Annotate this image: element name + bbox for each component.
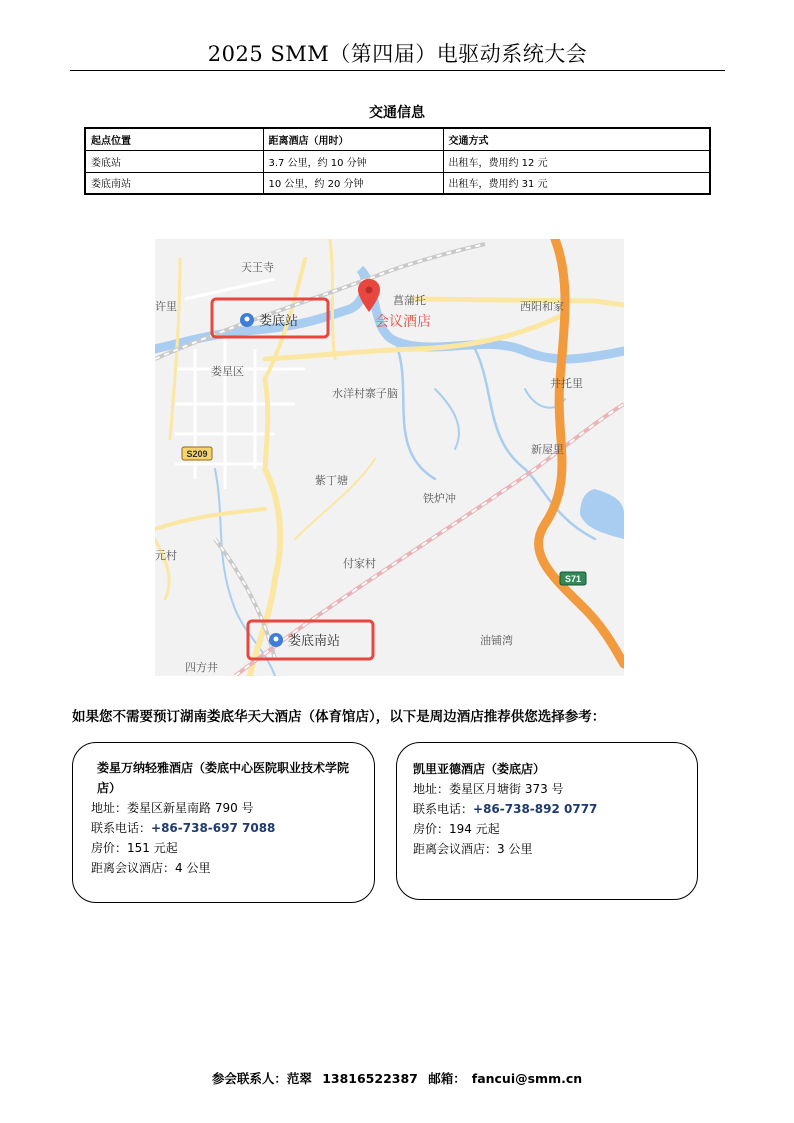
route-shield-s71 <box>560 572 586 585</box>
map-canvas <box>155 239 624 676</box>
station-label: 娄底南站 <box>288 633 341 648</box>
hotel-distance: 距离会议酒店：4 公里 <box>91 861 211 875</box>
place-label: 天王寺 <box>241 262 274 274</box>
column-header: 起点位置 <box>85 128 263 150</box>
place-label: 水洋村寨子脑 <box>332 388 398 400</box>
place-label: 紫丁塘 <box>315 475 348 487</box>
svg-text:S209: S209 <box>186 449 208 459</box>
traffic-table <box>84 127 711 195</box>
column-header: 交通方式 <box>443 128 710 150</box>
column-header: 距离酒店（用时） <box>263 128 443 150</box>
contact-phone[interactable]: 13816522387 <box>322 1071 418 1086</box>
contact-footer <box>0 1069 794 1087</box>
table-row <box>85 172 710 194</box>
hotel-name: 凯里亚德酒店（娄底店） <box>413 762 546 776</box>
location-map[interactable] <box>155 239 624 676</box>
contact-person: 参会联系人：范翠 <box>211 1071 312 1086</box>
hotel-price: 房价：194 元起 <box>413 822 500 836</box>
place-label: 西阳和家 <box>520 301 564 313</box>
hotel-phone-row <box>413 799 681 819</box>
place-label: 许里 <box>155 301 177 313</box>
place-label: 菖蒲托 <box>393 295 426 307</box>
table-cell: 娄底站 <box>85 150 263 172</box>
hotel-label: 会议酒店 <box>375 313 431 329</box>
traffic-section-title: 交通信息 <box>369 105 425 121</box>
table-cell: 3.7 公里，约 10 分钟 <box>263 150 443 172</box>
table-header-row <box>85 128 710 150</box>
place-label: 铁炉冲 <box>423 493 456 505</box>
route-shield-s209 <box>182 447 212 460</box>
place-label: 元村 <box>155 550 177 562</box>
table-cell: 10 公里，约 20 分钟 <box>263 172 443 194</box>
phone-label: 联系电话： <box>91 821 152 835</box>
header-divider <box>70 70 725 71</box>
place-label: 油铺湾 <box>480 635 513 647</box>
phone-label: 联系电话： <box>413 802 474 816</box>
hotel-phone[interactable]: +86-738-892 0777 <box>473 802 598 816</box>
hotel-phone[interactable]: +86-738-697 7088 <box>151 821 276 835</box>
hotel-price: 房价：151 元起 <box>91 841 178 855</box>
station-label: 娄底站 <box>259 313 299 328</box>
table-cell: 出租车，费用约 31 元 <box>443 172 710 194</box>
hotel-phone-row <box>91 818 356 838</box>
page-title: 2025 SMM（第四届）电驱动系统大会 <box>207 42 588 66</box>
email-label: 邮箱： <box>428 1071 466 1086</box>
svg-text:S71: S71 <box>564 574 582 584</box>
place-label: 付家村 <box>343 558 376 570</box>
table-row <box>85 150 710 172</box>
contact-email[interactable]: fancui@smm.cn <box>471 1071 583 1086</box>
table-cell: 出租车，费用约 12 元 <box>443 150 710 172</box>
hotel-address: 地址：娄星区新星南路 790 号 <box>91 801 254 815</box>
hotel-name: 娄星万纳轻雅酒店（娄底中心医院职业技术学院店） <box>97 761 350 795</box>
recommend-intro: 如果您不需要预订湖南娄底华天大酒店（体育馆店），以下是周边酒店推荐供您选择参考： <box>72 709 606 725</box>
hotel-card <box>396 742 698 900</box>
place-label: 娄星区 <box>211 366 244 378</box>
hotel-address: 地址：娄星区月塘街 373 号 <box>413 782 564 796</box>
place-label: 新屋里 <box>531 444 564 456</box>
place-label: 四方井 <box>185 662 218 674</box>
hotel-card <box>72 742 375 903</box>
table-cell: 娄底南站 <box>85 172 263 194</box>
hotel-distance: 距离会议酒店：3 公里 <box>413 842 533 856</box>
place-label: 井托里 <box>550 378 583 390</box>
